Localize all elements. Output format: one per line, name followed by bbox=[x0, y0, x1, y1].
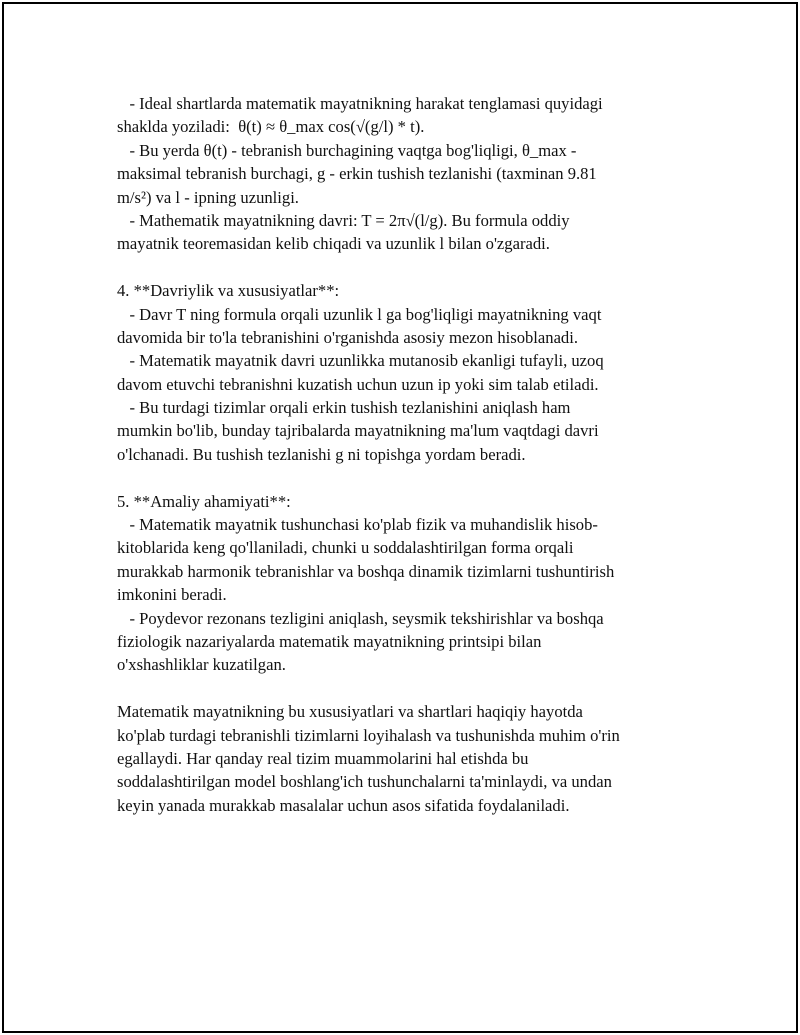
section-formula bbox=[117, 92, 697, 256]
paragraph-line: davomida bir to'la tebranishini o'rganishda asosiy mezon hisoblanadi. bbox=[117, 327, 578, 347]
paragraph-spacer bbox=[117, 677, 697, 700]
paragraph-line: Matematik mayatnikning bu xususiyatlari va shartlari haqiqiy hayotda bbox=[117, 702, 583, 722]
paragraph-line: ko'plab turdagi tebranishli tizimlarni loyihalash va tushunishda muhim o'rin bbox=[117, 725, 620, 745]
paragraph-line: keyin yanada murakkab masalalar uchun asos sifatida foydalaniladi. bbox=[117, 795, 570, 815]
paragraph-line: fiziologik nazariyalarda matematik mayatnikning printsipi bilan bbox=[117, 631, 542, 651]
paragraph-line: davom etuvchi tebranishni kuzatish uchun uzun ip yoki sim talab etiladi. bbox=[117, 374, 599, 394]
paragraph-line: - Matematik mayatnik tushunchasi ko'plab fizik va muhandislik hisob- bbox=[117, 515, 598, 535]
paragraph-line: murakkab harmonik tebranishlar va boshqa dinamik tizimlarni tushuntirish bbox=[117, 561, 615, 581]
paragraph-line: shaklda yoziladi: θ(t) ≈ θ_max cos(√(g/l) * t). bbox=[117, 117, 425, 137]
paragraph-line: - Matematik mayatnik davri uzunlikka mutanosib ekanligi tufayli, uzoq bbox=[117, 351, 604, 371]
paragraph-line: kitoblarida keng qo'llaniladi, chunki u soddalashtirilgan forma orqali bbox=[117, 538, 574, 558]
section-conclusion bbox=[117, 700, 697, 817]
paragraph-line: soddalashtirilgan model boshlang'ich tushunchalarni ta'minlaydi, va undan bbox=[117, 772, 612, 792]
section-periodicity bbox=[117, 279, 697, 466]
paragraph-line: mumkin bo'lib, bunday tajribalarda mayatnikning ma'lum vaqtdagi davri bbox=[117, 421, 599, 441]
paragraph-line: maksimal tebranish burchagi, g - erkin tushish tezlanishi (taxminan 9.81 bbox=[117, 164, 597, 184]
paragraph-line: o'lchanadi. Bu tushish tezlanishi g ni topishga yordam beradi. bbox=[117, 444, 526, 464]
paragraph-spacer bbox=[117, 256, 697, 279]
paragraph-line: - Bu yerda θ(t) - tebranish burchagining vaqtga bog'liqligi, θ_max - bbox=[117, 140, 577, 160]
document-body bbox=[117, 92, 697, 817]
section-practical bbox=[117, 490, 697, 677]
paragraph-spacer bbox=[117, 466, 697, 489]
paragraph-line: egallaydi. Har qanday real tizim muammolarini hal etishda bu bbox=[117, 748, 529, 768]
paragraph-line: - Davr T ning formula orqali uzunlik l ga bog'liqligi mayatnikning vaqt bbox=[117, 304, 602, 324]
paragraph-line: - Mathematik mayatnikning davri: T = 2π√(l/g). Bu formula oddiy bbox=[117, 210, 570, 230]
paragraph-line: - Ideal shartlarda matematik mayatnikning harakat tenglamasi quyidagi bbox=[117, 94, 603, 113]
paragraph-line: mayatnik teoremasidan kelib chiqadi va uzunlik l bilan o'zgaradi. bbox=[117, 234, 550, 254]
section-heading: 4. **Davriylik va xususiyatlar**: bbox=[117, 281, 340, 301]
paragraph-line: m/s²) va l - ipning uzunligi. bbox=[117, 187, 299, 207]
paragraph-line: - Bu turdagi tizimlar orqali erkin tushish tezlanishini aniqlash ham bbox=[117, 398, 571, 418]
section-heading: 5. **Amaliy ahamiyati**: bbox=[117, 491, 291, 511]
paragraph-line: imkonini beradi. bbox=[117, 585, 227, 605]
paragraph-line: - Poydevor rezonans tezligini aniqlash, seysmik tekshirishlar va boshqa bbox=[117, 608, 604, 628]
paragraph-line: o'xshashliklar kuzatilgan. bbox=[117, 655, 286, 675]
